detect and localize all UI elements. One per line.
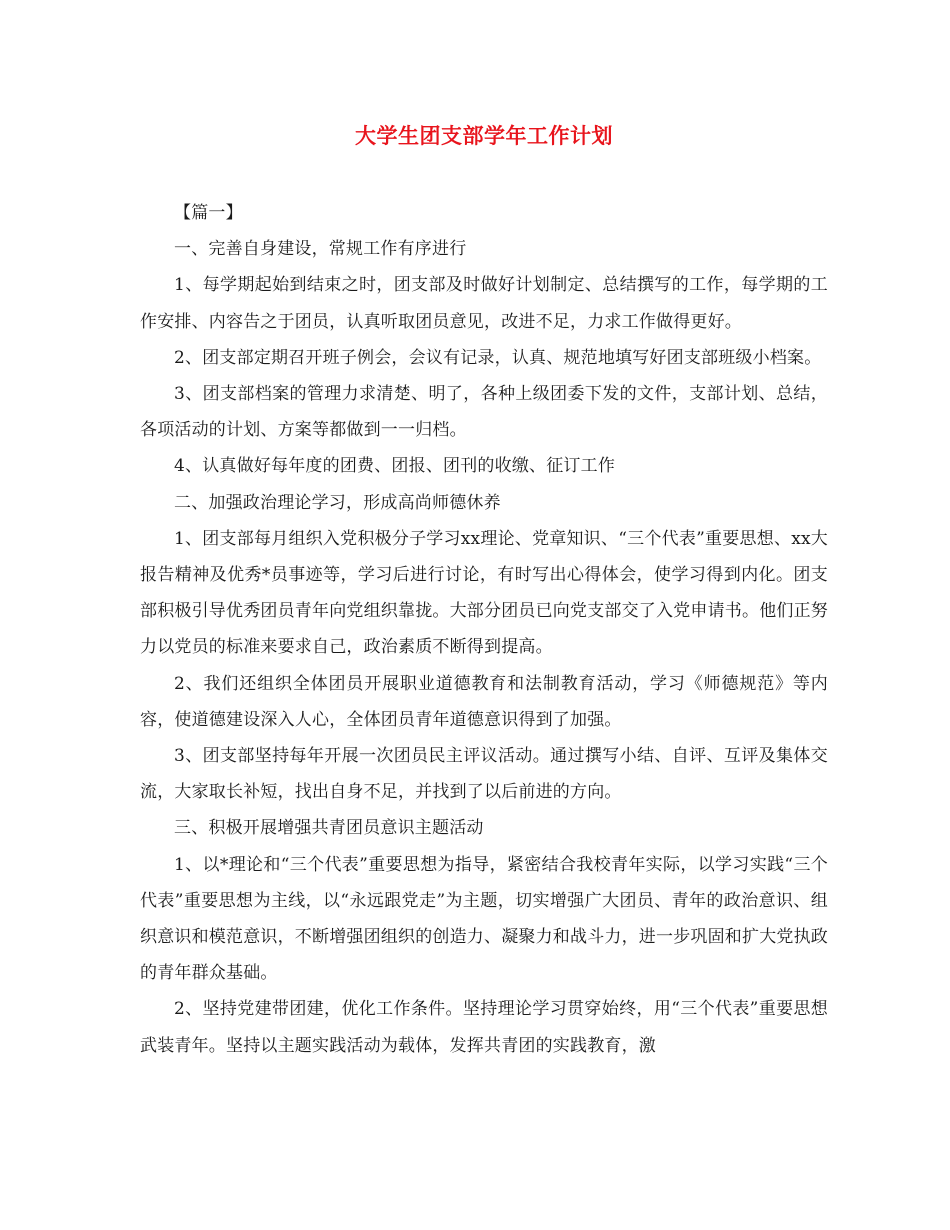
paragraph: 2、我们还组织全体团员开展职业道德教育和法制教育活动，学习《师德规范》等内容，使道德建设深入人心，全体团员青年道德意识得到了加强。 [140,673,828,730]
section-heading: 三、积极开展增强共青团员意识主题活动 [174,818,484,839]
document-title: 大学生团支部学年工作计划 [355,123,613,148]
paragraph: 3、团支部坚持每年开展一次团员民主评议活动。通过撰写小结、自评、互评及集体交流，大家取长补短，找出自身不足，并找到了以后前进的方向。 [140,746,828,803]
paragraph: 4、认真做好每年度的团费、团报、团刊的收缴、征订工作 [174,456,616,477]
paragraph: 2、坚持党建带团建，优化工作条件。坚持理论学习贯穿始终，用“三个代表”重要思想武装青年。坚持以主题实践活动为载体，发挥共青团的实践教育，激 [140,999,828,1056]
paragraph: 2、团支部定期召开班子例会，会议有记录，认真、规范地填写好团支部班级小档案。 [174,347,822,368]
paragraph: 1、团支部每月组织入党积极分子学习xx理论、党章知识、“三个代表”重要思想、xx大报告精神及优秀*员事迹等，学习后进行讨论，有时写出心得体会，使学习得到内化。团支部积极引导优秀团员青年向党组织靠拢。大部分团员已向党支部交了入党申请书。他们正努力以党员的标准来要求自己，政治素质不断得到提高。 [140,528,828,658]
paragraph: 3、团支部档案的管理力求清楚、明了，各种上级团委下发的文件，支部计划、总结，各项活动的计划、方案等都做到一一归档。 [140,384,828,441]
paragraph: 1、以*理论和“三个代表”重要思想为指导，紧密结合我校青年实际，以学习实践“三个代表”重要思想为主线，以“永远跟党走”为主题，切实增强广大团员、青年的政治意识、组织意识和模范意识，不断增强团组织的创造力、凝聚力和战斗力，进一步巩固和扩大党执政的青年群众基础。 [140,854,828,984]
document-body [140,195,828,1064]
paragraph: 【篇一】 [174,203,243,223]
section-heading: 二、加强政治理论学习，形成高尚师德休养 [174,492,501,513]
section-heading: 一、完善自身建设，常规工作有序进行 [174,239,467,260]
paragraph: 1、每学期起始到结束之时，团支部及时做好计划制定、总结撰写的工作，每学期的工作安排、内容告之于团员，认真听取团员意见，改进不足，力求工作做得更好。 [140,275,828,332]
